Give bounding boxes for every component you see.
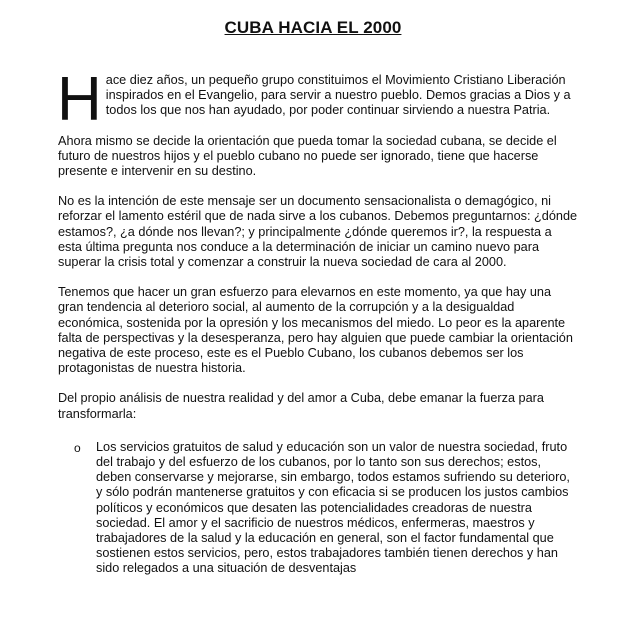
paragraph-1	[57, 65, 578, 134]
bullet-list	[58, 440, 578, 577]
paragraph-5: Del propio análisis de nuestra realidad y del amor a Cuba, debe emanar la fuerza para transformarla:	[58, 391, 544, 421]
paragraph-3: No es la intención de este mensaje ser un documento sensacionalista o demagógico, ni reforzar el lamento estéril que de nada sirve a los cubanos. Debemos preguntarnos: ¿dónde estamos?, ¿a dónde nos llevan?; y principalmente ¿dónde queremos ir?, la respuesta a esta última pregunta nos conduce a la determinación de iniciar un camino nuevo para superar la crisis total y comenzar a construir la nueva sociedad de cara al 2000.	[58, 194, 578, 270]
paragraph-4: Tenemos que hacer un gran esfuerzo para elevarnos en este momento, ya que hay una gran tendencia al deterioro social, al aumento de la corrupción y a la desigualdad económica, sostenida por la opresión y los mecanismos del miedo. Lo peor es la aparente falta de perspectivas y la desesperanza, pero hay alguien que puede cambiar la orientación negativa de este proceso, este es el Pueblo Cubano, los cubanos debemos ser los protagonistas de nuestra historia.	[58, 285, 573, 376]
paragraph-1-text: ace diez años, un pequeño grupo constituimos el Movimiento Cristiano Liberación inspirados en el Evangelio, para servir a nuestro pueblo. Demos gracias a Dios y a todos los que nos han ayudado, por poder continuar sirviendo a nuestra Patria.	[105, 73, 571, 118]
dropcap-letter: H	[57, 65, 102, 134]
document-title: CUBA HACIA EL 2000	[224, 18, 402, 37]
document-body	[57, 65, 578, 577]
bullet-circle-icon: o	[74, 440, 81, 455]
paragraph-2: Ahora mismo se decide la orientación que pueda tomar la sociedad cubana, se decide el futuro de nuestros hijos y el pueblo cubano no puede ser ignorado, tiene que hacerse presente e intervenir en su destino.	[58, 133, 557, 179]
bullet-text: Los servicios gratuitos de salud y educación son un valor de nuestra sociedad, fruto del trabajo y del esfuerzo de los cubanos, por lo tanto son sus derechos; estos, deben conservarse y mejorarse, sin embargo, todos estamos sufriendo su deterioro, y sólo podrán mantenerse gratuitos y con eficacia si se producen los justos cambios políticos y económicos que desaten las potencialidades creadoras de nuestra sociedad. El amor y el sacrificio de nuestros médicos, enfermeras, maestros y trabajadores de la salud y la educación en general, son el factor fundamental que sostienen estos servicios, pero, estos trabajadores también tienen derechos y han sido relegados a una situación de desventajas	[96, 439, 570, 576]
list-item	[58, 440, 578, 577]
